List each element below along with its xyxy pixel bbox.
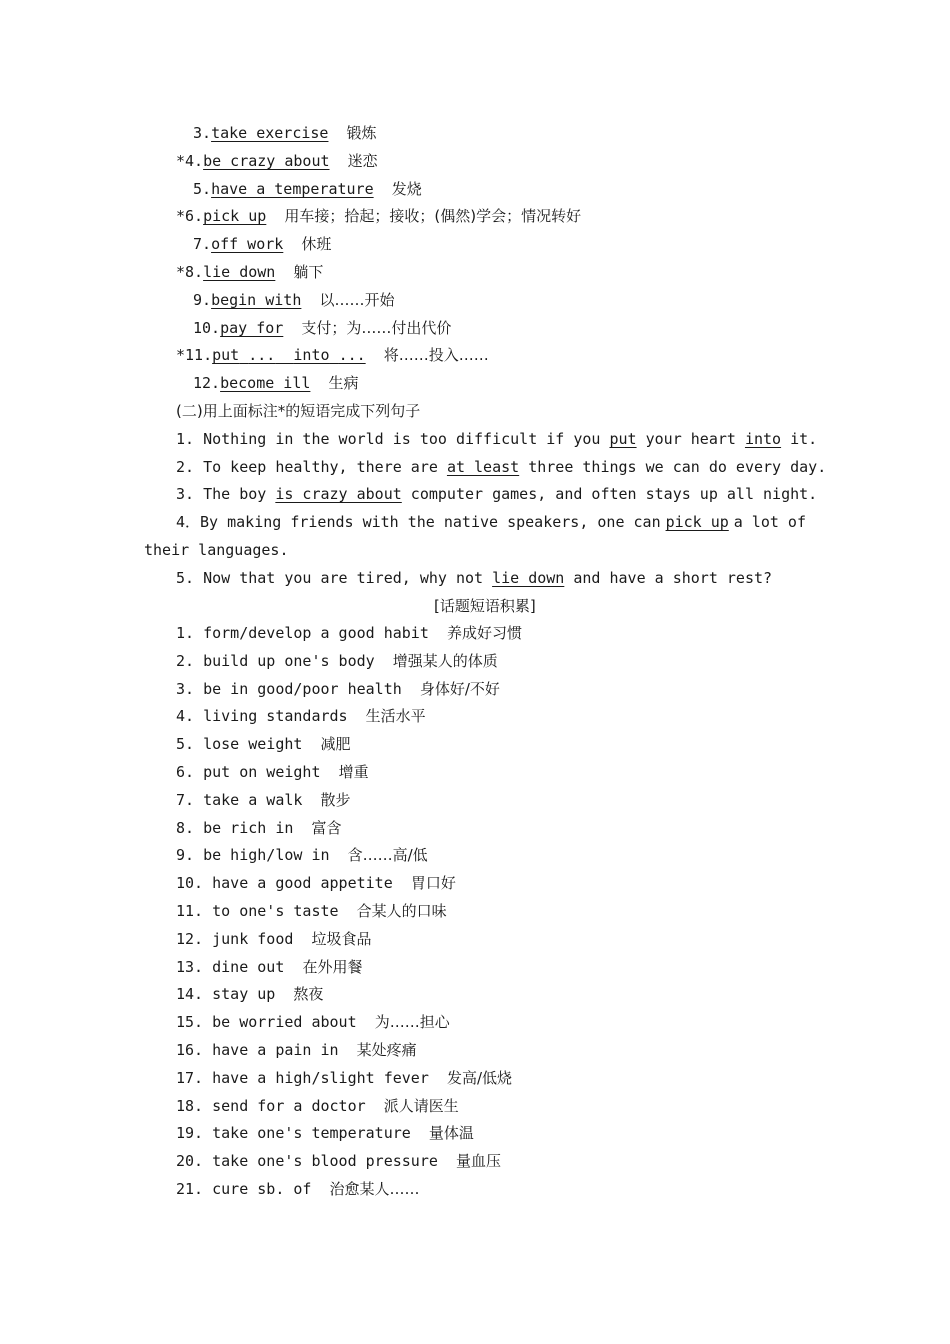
item-number: 11. xyxy=(176,902,204,920)
english-phrase: be rich in xyxy=(203,818,294,837)
sentence: 3. The boy is crazy about computer games, and often stays up all night. xyxy=(176,485,818,503)
topic-phrase-item xyxy=(176,1151,501,1171)
chinese-meaning: 量血压 xyxy=(455,1152,501,1171)
topic-phrase-item xyxy=(176,762,369,782)
chinese-meaning: 减肥 xyxy=(320,735,351,754)
chinese-meaning: 富含 xyxy=(311,818,342,837)
section-heading: [话题短语积累] xyxy=(434,597,536,615)
item-number: 3. xyxy=(176,679,195,698)
item-number: 13. xyxy=(176,957,204,976)
chinese-meaning: 派人请医生 xyxy=(383,1096,459,1115)
english-phrase: be in good/poor health xyxy=(203,679,402,698)
chinese-meaning: 增强某人的体质 xyxy=(392,651,498,670)
item-number: 10. xyxy=(176,874,204,893)
topic-phrase-item xyxy=(176,790,351,810)
phrase-item: 10.pay for 支付；为……付出代价 xyxy=(193,319,452,337)
english-phrase: build up one's body xyxy=(203,651,375,670)
topic-phrase-item xyxy=(176,929,371,949)
english-phrase: take one's temperature xyxy=(212,1124,411,1143)
english-phrase: have a high/slight fever xyxy=(212,1068,429,1087)
english-phrase: take one's blood pressure xyxy=(212,1152,438,1171)
topic-phrase-item xyxy=(176,651,498,671)
topic-phrase-item xyxy=(176,957,362,977)
phrase-item: 5.have a temperature 发烧 xyxy=(193,180,422,198)
english-phrase: dine out xyxy=(212,957,285,976)
item-number: 14. xyxy=(176,985,204,1004)
english-phrase: form/develop a good habit xyxy=(203,624,429,642)
topic-phrase-item xyxy=(176,1096,459,1116)
phrase-item: *4.be crazy about 迷恋 xyxy=(176,152,378,170)
chinese-meaning: 生活水平 xyxy=(365,707,426,726)
chinese-meaning: 身体好/不好 xyxy=(419,679,500,698)
topic-phrase-item xyxy=(176,706,426,726)
item-number: 4. xyxy=(176,707,195,726)
phrase-item: 12.become ill 生病 xyxy=(193,374,359,392)
topic-phrase-item xyxy=(176,734,351,754)
topic-phrase-item xyxy=(176,1179,420,1199)
topic-phrase-item xyxy=(176,818,341,838)
item-number: 12. xyxy=(176,929,204,948)
chinese-meaning: 量体温 xyxy=(428,1124,474,1143)
chinese-meaning: 散步 xyxy=(320,790,351,809)
phrase-item: 9.begin with 以……开始 xyxy=(193,291,395,309)
item-number: 19. xyxy=(176,1124,204,1143)
sentence-continuation: their languages. xyxy=(144,541,289,559)
item-number: 20. xyxy=(176,1152,204,1171)
item-number: 15. xyxy=(176,1013,204,1032)
chinese-meaning: 熬夜 xyxy=(293,985,324,1004)
topic-phrase-item xyxy=(176,1040,417,1060)
topic-phrase-item xyxy=(176,873,456,893)
english-phrase: living standards xyxy=(203,707,348,726)
item-number: 16. xyxy=(176,1041,204,1059)
topic-phrase-item xyxy=(176,623,522,643)
sentence: 5. Now that you are tired, why not lie down and have a short rest? xyxy=(176,569,773,587)
item-number: 6. xyxy=(176,763,195,781)
item-number: 18. xyxy=(176,1096,204,1115)
english-phrase: stay up xyxy=(212,985,276,1004)
sentence: 4．By making friends with the native speakers, one can pick up a lot of xyxy=(176,513,806,531)
phrase-item: *11.put ... into ... 将……投入…… xyxy=(176,346,489,364)
topic-phrase-item xyxy=(176,679,500,699)
chinese-meaning: 合某人的口味 xyxy=(356,902,447,920)
item-number: 2. xyxy=(176,651,195,670)
topic-phrase-item xyxy=(176,901,447,921)
english-phrase: lose weight xyxy=(203,735,303,754)
phrase-item: *8.lie down 躺下 xyxy=(176,263,324,281)
english-phrase: junk food xyxy=(212,929,294,948)
topic-phrase-item xyxy=(176,1068,512,1088)
phrase-item: 7.off work 休班 xyxy=(193,235,332,253)
chinese-meaning: 含……高/低 xyxy=(347,846,428,865)
item-number: 9. xyxy=(176,846,195,865)
topic-phrase-item xyxy=(176,1012,450,1032)
english-phrase: have a pain in xyxy=(212,1041,339,1059)
item-number: 17. xyxy=(176,1068,204,1087)
chinese-meaning: 为……担心 xyxy=(374,1013,450,1032)
english-phrase: to one's taste xyxy=(212,902,339,920)
english-phrase: put on weight xyxy=(203,763,321,781)
english-phrase: take a walk xyxy=(203,790,303,809)
chinese-meaning: 发高/低烧 xyxy=(446,1068,512,1087)
chinese-meaning: 在外用餐 xyxy=(302,957,363,976)
item-number: 8. xyxy=(176,818,195,837)
item-number: 7. xyxy=(176,790,195,809)
topic-phrase-item xyxy=(176,984,323,1004)
chinese-meaning: 增重 xyxy=(338,763,369,781)
english-phrase: be worried about xyxy=(212,1013,357,1032)
item-number: 21. xyxy=(176,1180,204,1198)
chinese-meaning: 某处疼痛 xyxy=(356,1041,417,1059)
english-phrase: have a good appetite xyxy=(212,874,393,893)
english-phrase: be high/low in xyxy=(203,846,330,865)
topic-phrase-item xyxy=(176,845,428,865)
topic-phrase-item xyxy=(176,1123,474,1143)
english-phrase: send for a doctor xyxy=(212,1096,366,1115)
chinese-meaning: 养成好习惯 xyxy=(446,624,522,642)
phrase-item: *6.pick up 用车接；拾起；接收；(偶然)学会；情况转好 xyxy=(176,207,582,225)
phrase-item: 3.take exercise 锻炼 xyxy=(193,124,377,142)
chinese-meaning: 垃圾食品 xyxy=(311,929,372,948)
chinese-meaning: 胃口好 xyxy=(410,874,456,893)
english-phrase: cure sb. of xyxy=(212,1180,312,1198)
section-heading: (二)用上面标注*的短语完成下列句子 xyxy=(176,402,421,420)
chinese-meaning: 治愈某人…… xyxy=(329,1180,420,1198)
item-number: 5. xyxy=(176,735,195,754)
sentence: 1. Nothing in the world is too difficult if you put your heart into it. xyxy=(176,430,818,448)
sentence: 2. To keep healthy, there are at least three things we can do every day. xyxy=(176,458,827,476)
item-number: 1. xyxy=(176,624,195,642)
